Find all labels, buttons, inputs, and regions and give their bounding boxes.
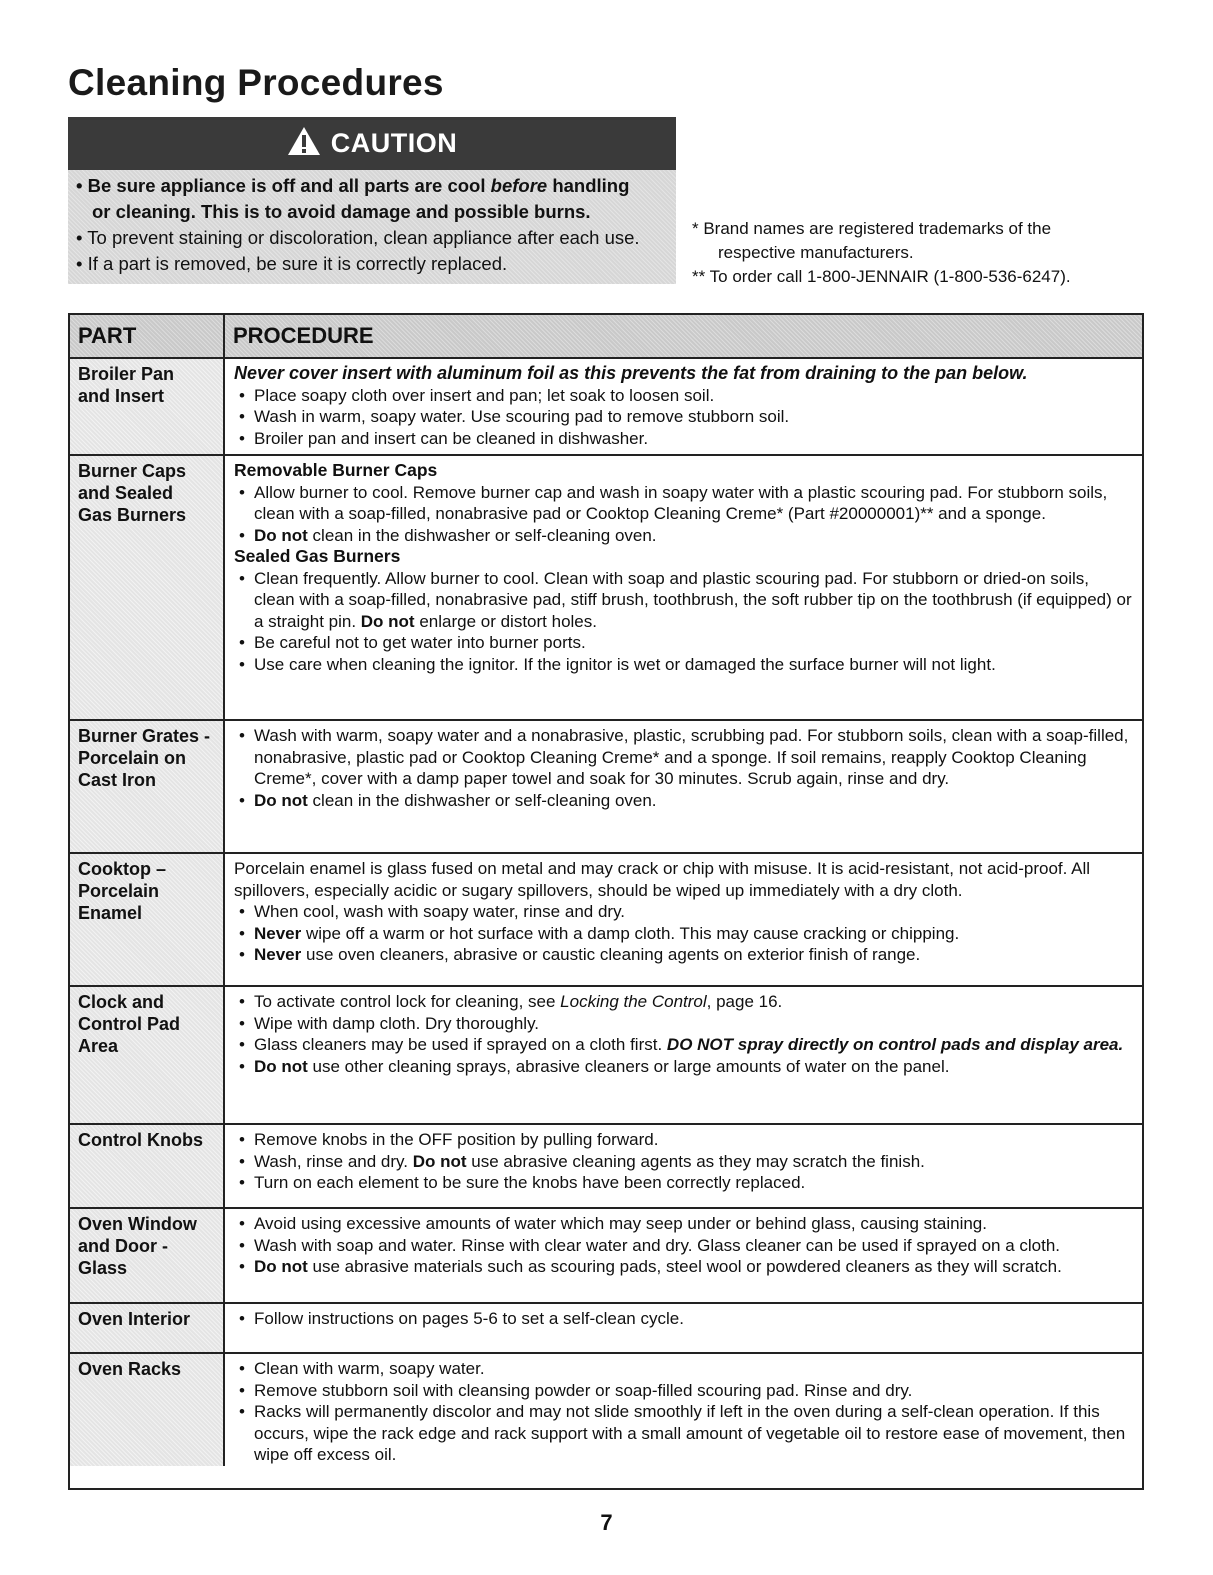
procedure-cell: • Avoid using excessive amounts of water which may seep under or behind glass, causing staining. • Wash with soap and water. Rinse with clear water and dry. Glass cleaner can be used if sprayed on a cloth. • Do not use abrasive materials such as scouring pads, steel wool or powdered cleaners as they will scratch. <box>224 1208 1142 1303</box>
caution-body <box>68 170 676 277</box>
order-note: ** To order call 1-800-JENNAIR (1-800-536-6247). <box>692 267 1071 286</box>
part-cell: Oven Racks <box>70 1353 224 1466</box>
table-row <box>70 1353 1142 1466</box>
warning-triangle-icon <box>287 126 321 161</box>
table-row <box>70 986 1142 1124</box>
column-header-part: PART <box>70 315 224 358</box>
caution-line: or cleaning. This is to avoid damage and possible burns. <box>92 201 591 222</box>
trademark-note-cont: respective manufacturers. <box>718 243 914 262</box>
part-cell: Broiler Pan and Insert <box>70 358 224 455</box>
procedure-cell: • Wash with warm, soapy water and a nonabrasive, plastic, scrubbing pad. For stubborn soils, clean with a soap-filled, nonabrasive, plastic pad or Cooktop Cleaning Creme* and a sponge. If soil remains, reapply Cooktop Cleaning Creme*, cover with a damp paper towel and soak for 30 minutes. Scrub again, rinse and dry. • Do not clean in the dishwasher or self-cleaning oven. <box>224 720 1142 853</box>
table-row <box>70 853 1142 986</box>
caution-line: • If a part is removed, be sure it is correctly replaced. <box>76 253 508 274</box>
cleaning-table <box>68 313 1144 1490</box>
procedure-cell: Never cover insert with aluminum foil as this prevents the fat from draining to the pan below. • Place soapy cloth over insert and pan; let soak to loosen soil. • Wash in warm, soapy water. Use scouring pad to remove stubborn soil. • Broiler pan and insert can be cleaned in dishwasher. <box>224 358 1142 455</box>
caution-line: • To prevent staining or discoloration, clean appliance after each use. <box>76 227 640 248</box>
table-row <box>70 1208 1142 1303</box>
part-cell: Clock and Control Pad Area <box>70 986 224 1124</box>
table-row <box>70 720 1142 853</box>
part-cell: Burner Grates - Porcelain on Cast Iron <box>70 720 224 853</box>
caution-heading: CAUTION <box>330 128 458 158</box>
table-row <box>70 1124 1142 1208</box>
procedure-cell: Removable Burner Caps • Allow burner to cool. Remove burner cap and wash in soapy water with a plastic scouring pad. For stubborn soils, clean with a soap-filled, nonabrasive pad or Cooktop Cleaning Creme* (Part #20000001)** and a sponge. • Do not clean in the dishwasher or self-cleaning oven. Sealed Gas Burners • Clean frequently. Allow burner to cool. Clean with soap and plastic scouring pad. For stubborn or dried-on soils, clean with a soap-filled, nonabrasive pad, stiff brush, toothbrush, the soft rubber tip on the toothbrush (if equipped) or a straight pin. Do not enlarge or distort holes. • Be careful not to get water into burner ports. • Use care when cleaning the ignitor. If the ignitor is wet or damaged the surface burner will not light. <box>224 455 1142 720</box>
column-header-procedure: PROCEDURE <box>224 315 1142 358</box>
procedure-cell: • Remove knobs in the OFF position by pulling forward. • Wash, rinse and dry. Do not use abrasive cleaning agents as they may scratch the finish. • Turn on each element to be sure the knobs have been correctly replaced. <box>224 1124 1142 1208</box>
procedure-cell: • To activate control lock for cleaning, see Locking the Control, page 16. • Wipe with damp cloth. Dry thoroughly. • Glass cleaners may be used if sprayed on a cloth first. DO NOT spray directly on control pads and display area. • Do not use other cleaning sprays, abrasive cleaners or large amounts of water on the panel. <box>224 986 1142 1124</box>
trademark-note: * Brand names are registered trademarks of the <box>692 219 1052 238</box>
procedure-cell: • Clean with warm, soapy water. • Remove stubborn soil with cleansing powder or soap-filled scouring pad. Rinse and dry. • Racks will permanently discolor and may not slide smoothly if left in the oven during a self-clean operation. If this occurs, wipe the rack edge and rack support with a small amount of vegetable oil to restore ease of movement, then wipe off excess oil. <box>224 1353 1142 1466</box>
part-cell: Cooktop – Porcelain Enamel <box>70 853 224 986</box>
footnotes <box>692 217 1162 289</box>
table-row <box>70 1303 1142 1353</box>
procedure-cell: Porcelain enamel is glass fused on metal and may crack or chip with misuse. It is acid-resistant, not acid-proof. All spillovers, especially acidic or sugary spillovers, should be wiped up immediately with a dry cloth. • When cool, wash with soapy water, rinse and dry. • Never wipe off a warm or hot surface with a damp cloth. This may cause cracking or chipping. • Never use oven cleaners, abrasive or caustic cleaning agents on exterior finish of range. <box>224 853 1142 986</box>
part-cell: Oven Window and Door - Glass <box>70 1208 224 1303</box>
caution-header <box>68 117 676 170</box>
caution-line: • Be sure appliance is off and all parts are cool before handling <box>76 175 630 196</box>
page-title: Cleaning Procedures <box>68 62 444 103</box>
part-cell: Burner Caps and Sealed Gas Burners <box>70 455 224 720</box>
procedure-cell: • Follow instructions on pages 5-6 to set a self-clean cycle. <box>224 1303 1142 1353</box>
page-number: 7 <box>600 1510 613 1535</box>
caution-box <box>68 117 676 284</box>
table-row <box>70 358 1142 455</box>
part-cell: Oven Interior <box>70 1303 224 1353</box>
table-header-row <box>70 315 1142 358</box>
part-cell: Control Knobs <box>70 1124 224 1208</box>
table-row <box>70 455 1142 720</box>
